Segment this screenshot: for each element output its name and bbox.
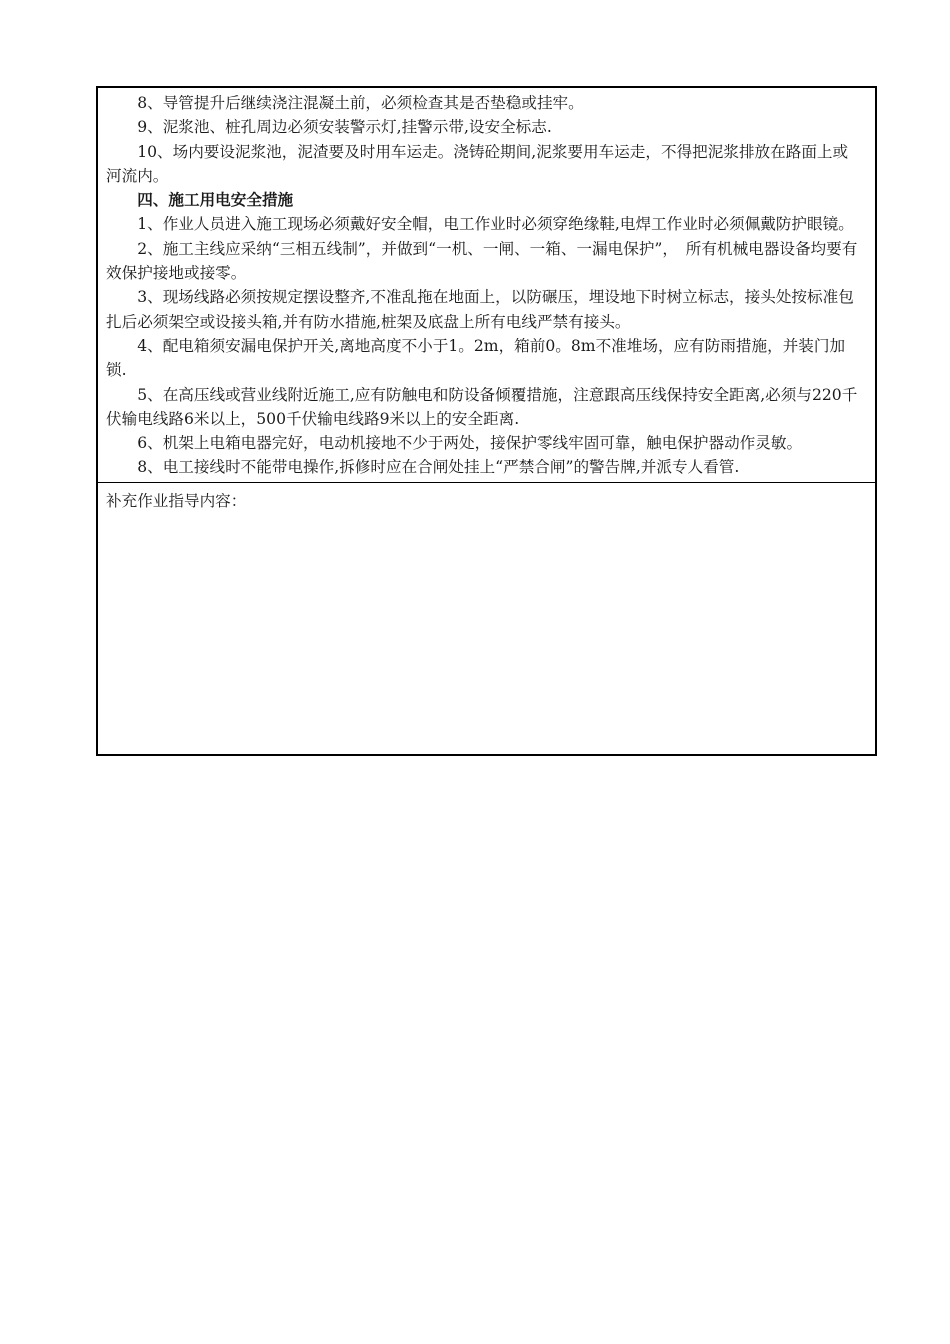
electric-item-2: 2、施工主线应采纳“三相五线制”，并做到“一机、一闸、一箱、一漏电保护”， 所有机械电器设备均要有效保护接地或接零。 xyxy=(106,239,858,283)
safety-measures-cell xyxy=(98,88,875,483)
electric-item-8: 8、电工接线时不能带电操作,拆修时应在合闸处挂上“严禁合闸”的警告牌,并派专人看管. xyxy=(137,458,740,477)
paragraph-item-8: 8、导管提升后继续浇注混凝土前，必须检查其是否垫稳或挂牢。 xyxy=(137,94,584,112)
electric-item-1: 1、作业人员进入施工现场必须戴好安全帽，电工作业时必须穿绝缘鞋,电焊工作业时必须佩戴防护眼镜。 xyxy=(137,215,854,234)
paragraph-item-9: 9、泥浆池、桩孔周边必须安装警示灯,挂警示带,设安全标志. xyxy=(137,118,552,137)
electric-item-6: 6、机架上电箱电器完好，电动机接地不少于两处，接保护零线牢固可靠，触电保护器动作灵敏。 xyxy=(137,434,803,453)
paragraph-item-10: 10、场内要设泥浆池，泥渣要及时用车运走。浇铸砼期间,泥浆要用车运走，不得把泥浆排放在路面上或河流内。 xyxy=(106,142,849,185)
supplement-cell[interactable] xyxy=(98,483,875,754)
electric-item-5: 5、在高压线或营业线附近施工,应有防触电和防设备倾覆措施，注意跟高压线保持安全距离,必须与220千伏输电线路6米以上，500千伏输电线路9米以上的安全距离. xyxy=(106,385,858,428)
section-heading: 四、施工用电安全措施 xyxy=(137,190,294,210)
electric-item-3: 3、现场线路必须按规定摆设整齐,不准乱拖在地面上，以防碾压，埋设地下时树立标志，接头处按标准包扎后必须架空或设接头箱,并有防水措施,桩架及底盘上所有电线严禁有接头。 xyxy=(106,288,854,331)
electric-item-4: 4、配电箱须安漏电保护开关,离地高度不小于1。2m，箱前0。8m不准堆场，应有防雨措施，并装门加锁. xyxy=(106,336,846,380)
guidance-table xyxy=(96,86,877,756)
supplement-label: 补充作业指导内容： xyxy=(106,491,247,510)
